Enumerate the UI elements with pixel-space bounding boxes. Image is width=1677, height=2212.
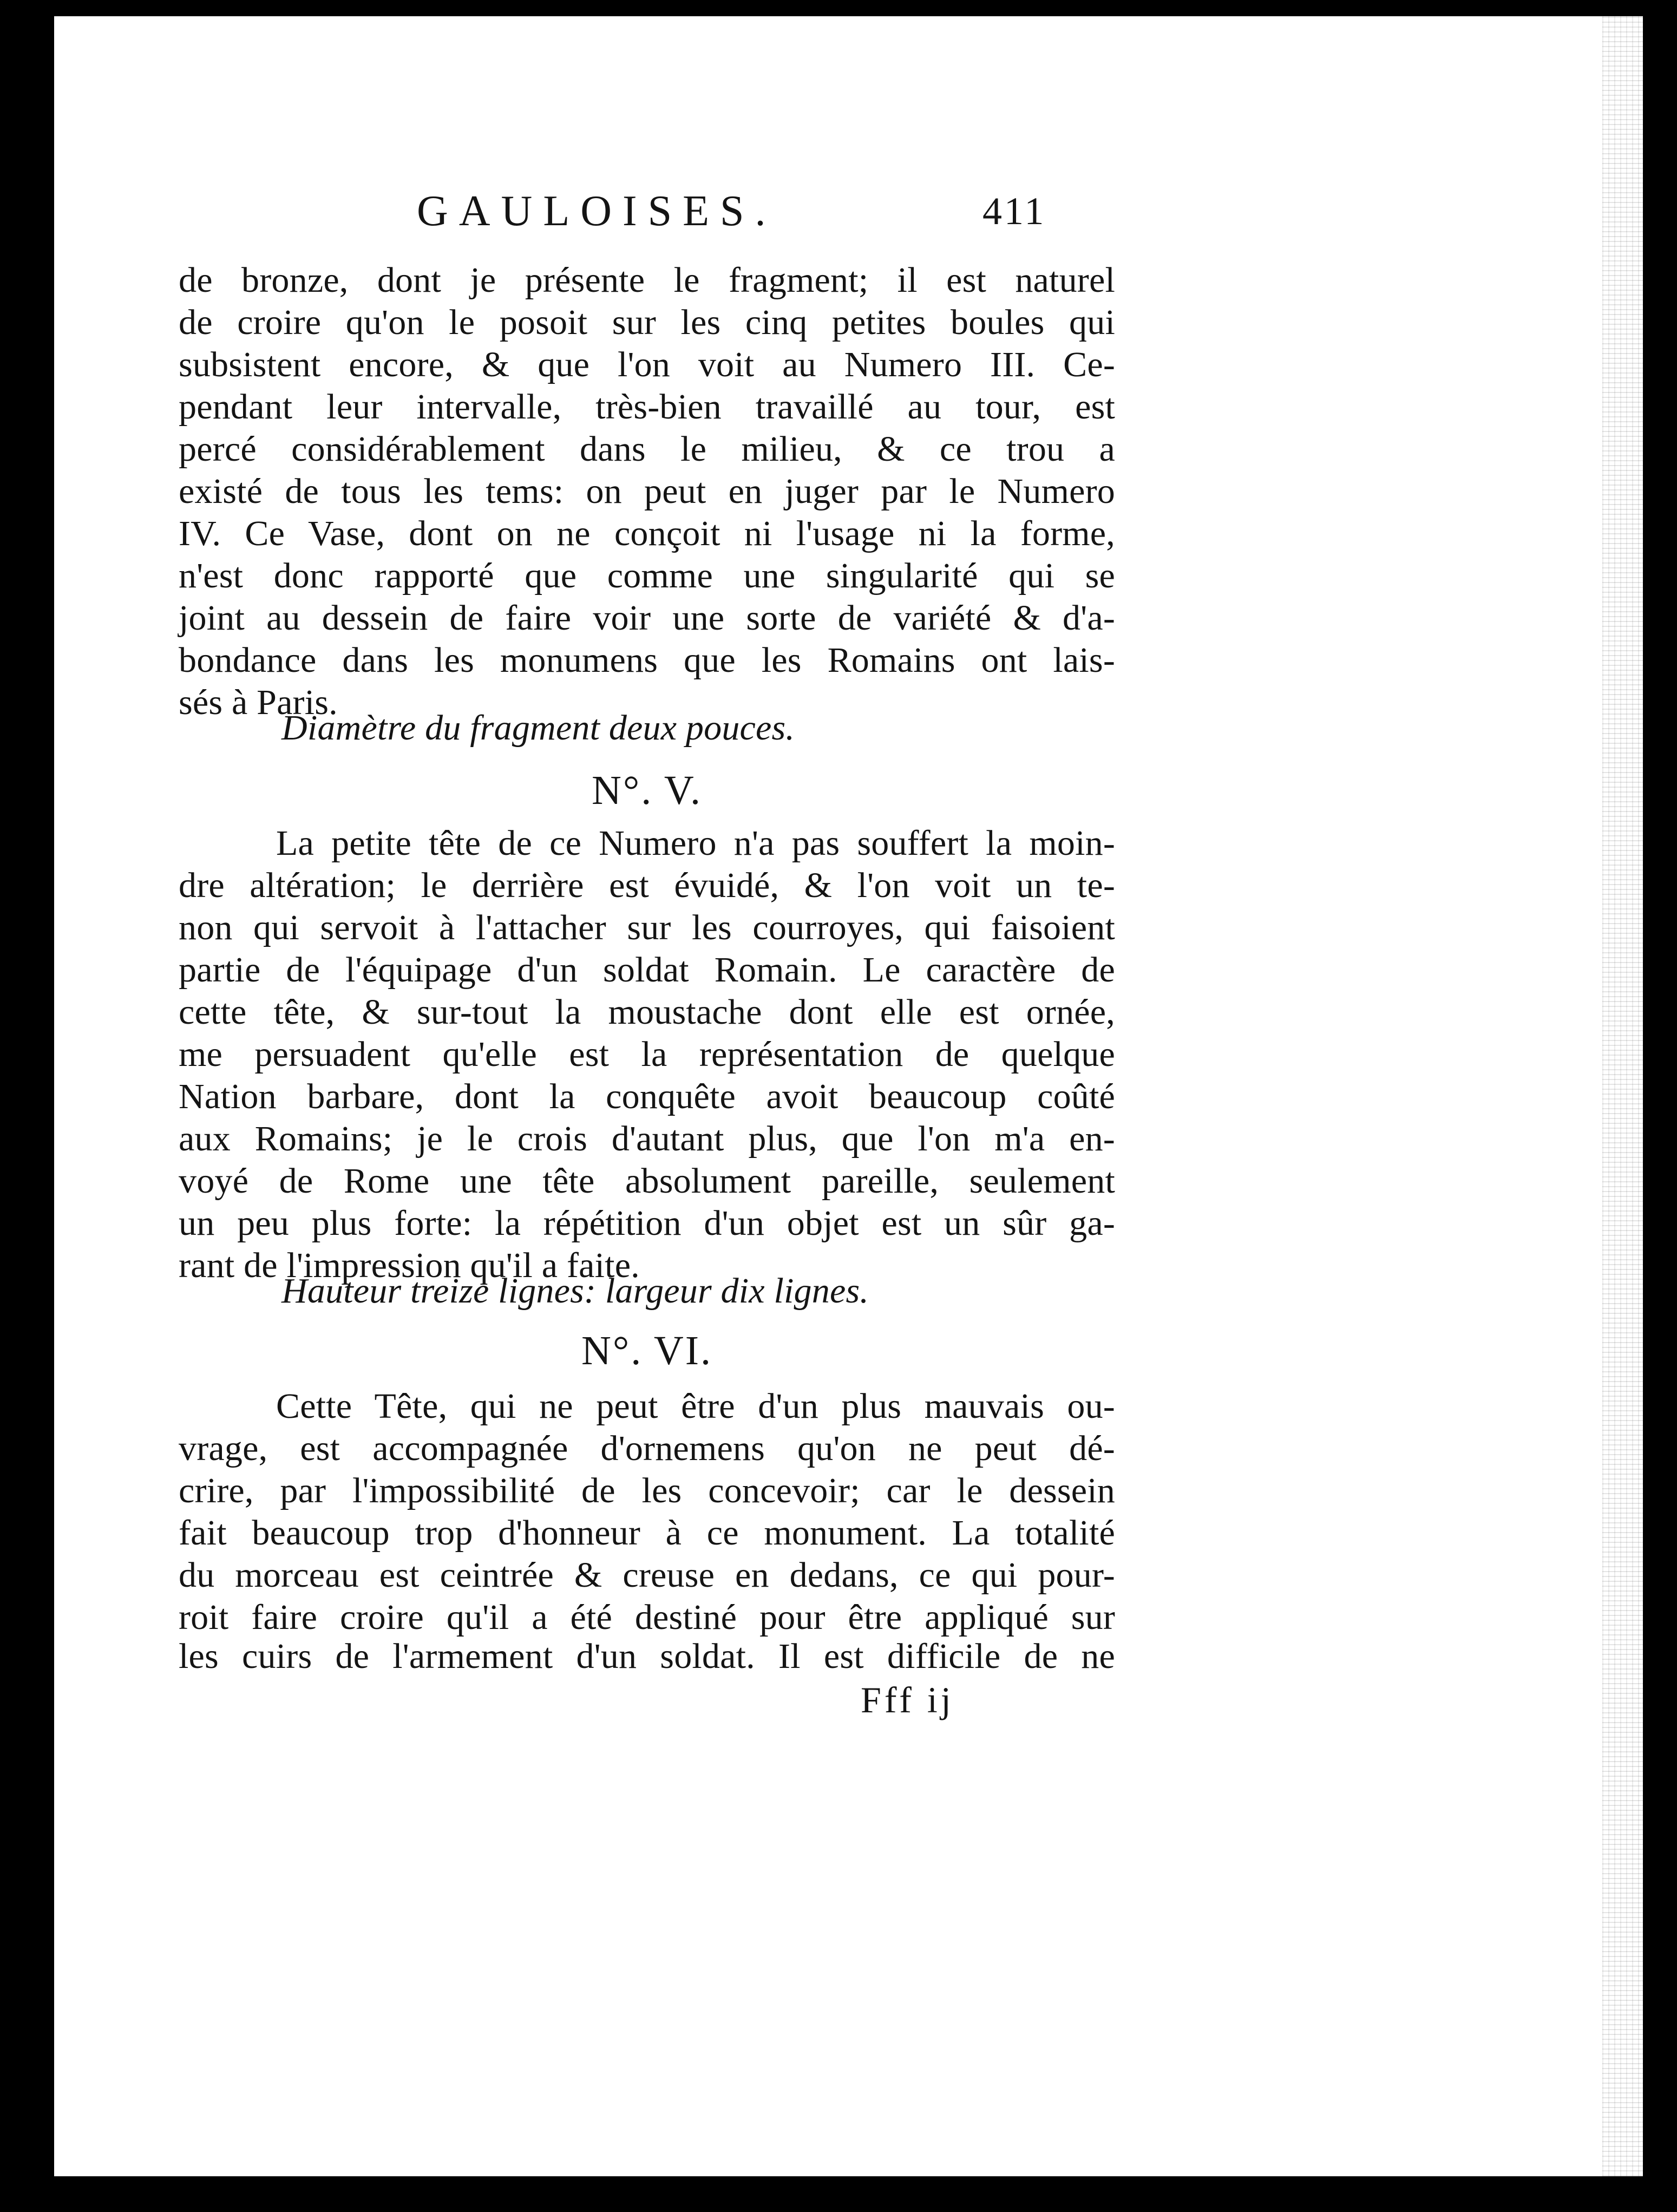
text-line: cette tête, & sur-tout la moustache dont elle est ornée, xyxy=(179,992,1115,1032)
text-line: Nation barbare, dont la conquête avoit beaucoup coûté xyxy=(179,1077,1115,1116)
signature-mark: Fff ij xyxy=(861,1679,954,1720)
text-line: n'est donc rapporté que comme une singularité qui se xyxy=(179,556,1115,595)
text-line: vrage, est accompagnée d'ornemens qu'on ne peut dé- xyxy=(179,1429,1115,1468)
text-line: les cuirs de l'armement d'un soldat. Il est difficile de ne xyxy=(179,1637,1115,1676)
text-line: IV. Ce Vase, dont on ne conçoit ni l'usage ni la forme, xyxy=(179,514,1115,553)
text-line: roit faire croire qu'il a été destiné pour être appliqué sur xyxy=(179,1598,1115,1637)
text-line: existé de tous les tems: on peut en juger par le Numero xyxy=(179,472,1115,511)
page-edge-speckle xyxy=(1602,16,1643,2176)
caption-dimensions: Diamètre du fragment deux pouces. xyxy=(281,708,795,748)
section-heading-vi: N°. VI. xyxy=(581,1328,713,1373)
text-line: percé considérablement dans le milieu, & ce trou a xyxy=(179,429,1115,469)
text-line: me persuadent qu'elle est la représentation de quelque xyxy=(179,1035,1115,1074)
text-line: un peu plus forte: la répétition d'un objet est un sûr ga- xyxy=(179,1203,1115,1243)
text-line: Cette Tête, qui ne peut être d'un plus mauvais ou- xyxy=(276,1386,1115,1426)
text-line: rant de l'impression qu'il a faite. xyxy=(179,1246,640,1285)
text-line: bondance dans les monumens que les Romains ont lais- xyxy=(179,640,1115,680)
text-line: La petite tête de ce Numero n'a pas souffert la moin- xyxy=(276,823,1115,863)
text-line: non qui servoit à l'attacher sur les courroyes, qui faisoient xyxy=(179,908,1115,947)
text-line: joint au dessein de faire voir une sorte de variété & d'a- xyxy=(179,598,1115,638)
text-line: aux Romains; je le crois d'autant plus, que l'on m'a en- xyxy=(179,1119,1115,1159)
running-title: GAULOISES. xyxy=(417,187,777,235)
caption-dimensions: Hauteur treize lignes: largeur dix lignes. xyxy=(281,1271,869,1311)
text-line: de croire qu'on le posoit sur les cinq petites boules qui xyxy=(179,303,1115,342)
text-line: pendant leur intervalle, très-bien travaillé au tour, est xyxy=(179,387,1115,427)
text-line: fait beaucoup trop d'honneur à ce monument. La totalité xyxy=(179,1513,1115,1553)
text-line: sés à Paris. xyxy=(179,683,338,722)
scan-border xyxy=(0,0,54,2212)
page-number: 411 xyxy=(982,189,1046,233)
text-line: dre altération; le derrière est évuidé, & l'on voit un te- xyxy=(179,866,1115,905)
section-heading-v: N°. V. xyxy=(592,768,702,813)
text-line: voyé de Rome une tête absolument pareille, seulement xyxy=(179,1161,1115,1201)
text-line: du morceau est ceintrée & creuse en dedans, ce qui pour- xyxy=(179,1555,1115,1595)
text-line: subsistent encore, & que l'on voit au Numero III. Ce- xyxy=(179,345,1115,384)
text-line: de bronze, dont je présente le fragment; il est naturel xyxy=(179,260,1115,300)
text-line: partie de l'équipage d'un soldat Romain. Le caractère de xyxy=(179,950,1115,990)
text-line: crire, par l'impossibilité de les concevoir; car le dessein xyxy=(179,1471,1115,1510)
